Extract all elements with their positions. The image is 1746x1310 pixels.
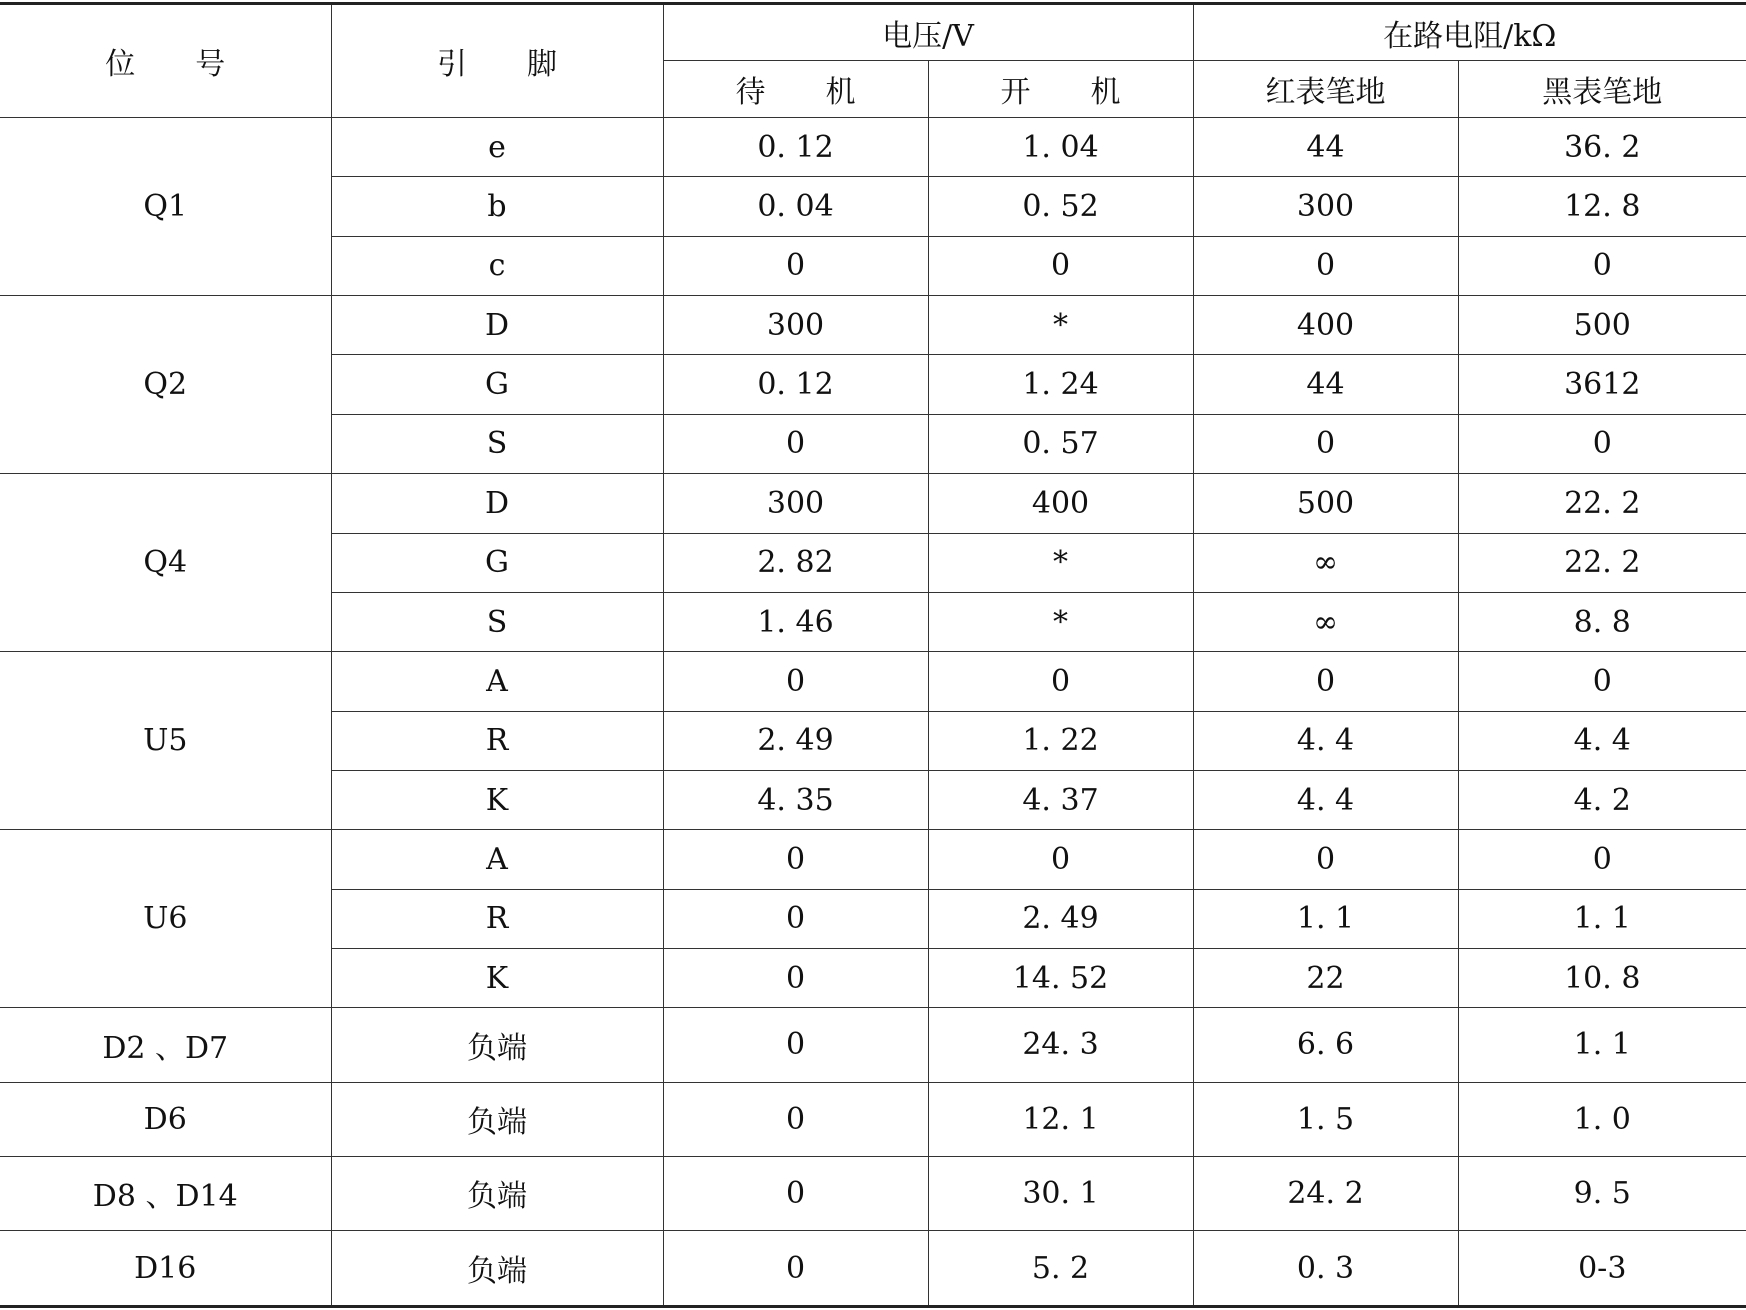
- on-cell: 0: [928, 830, 1193, 889]
- position-cell: U6: [0, 830, 331, 1008]
- standby-cell: 4. 35: [663, 770, 928, 829]
- red-cell: ∞: [1193, 592, 1458, 651]
- standby-cell: 0: [663, 1231, 928, 1307]
- pin-cell: A: [331, 652, 663, 711]
- pin-cell: 负端: [331, 1008, 663, 1082]
- position-cell: Q1: [0, 118, 331, 296]
- black-cell: 10. 8: [1458, 949, 1746, 1008]
- header-standby: 待 机: [663, 61, 928, 118]
- header-resistance: 在路电阻/kΩ: [1193, 4, 1746, 61]
- table-row: [0, 474, 1746, 533]
- standby-cell: 2. 49: [663, 711, 928, 770]
- black-cell: 1. 0: [1458, 1082, 1746, 1156]
- black-cell: 0: [1458, 652, 1746, 711]
- on-cell: 0. 52: [928, 177, 1193, 236]
- table-row: [0, 830, 1746, 889]
- standby-cell: 0: [663, 1082, 928, 1156]
- header-position: 位 号: [0, 4, 331, 118]
- standby-cell: 2. 82: [663, 533, 928, 592]
- red-cell: 44: [1193, 355, 1458, 414]
- on-cell: 400: [928, 474, 1193, 533]
- on-cell: 30. 1: [928, 1156, 1193, 1230]
- header-pin: 引 脚: [331, 4, 663, 118]
- measurement-table: [0, 2, 1746, 1308]
- position-cell: Q4: [0, 474, 331, 652]
- black-cell: 9. 5: [1458, 1156, 1746, 1230]
- header-red-probe-ground: 红表笔地: [1193, 61, 1458, 118]
- red-cell: 1. 1: [1193, 889, 1458, 948]
- standby-cell: 0: [663, 414, 928, 473]
- red-cell: 4. 4: [1193, 711, 1458, 770]
- red-cell: ∞: [1193, 533, 1458, 592]
- standby-cell: 0. 12: [663, 118, 928, 177]
- pin-cell: R: [331, 889, 663, 948]
- position-cell: U5: [0, 652, 331, 830]
- position-cell: D16: [0, 1231, 331, 1307]
- position-cell: D2 、D7: [0, 1008, 331, 1082]
- black-cell: 22. 2: [1458, 474, 1746, 533]
- black-cell: 0: [1458, 830, 1746, 889]
- red-cell: 24. 2: [1193, 1156, 1458, 1230]
- black-cell: 500: [1458, 296, 1746, 355]
- black-cell: 1. 1: [1458, 1008, 1746, 1082]
- on-cell: 0: [928, 652, 1193, 711]
- red-cell: 4. 4: [1193, 770, 1458, 829]
- pin-cell: K: [331, 770, 663, 829]
- pin-cell: 负端: [331, 1156, 663, 1230]
- red-cell: 0: [1193, 652, 1458, 711]
- pin-cell: e: [331, 118, 663, 177]
- black-cell: 36. 2: [1458, 118, 1746, 177]
- pin-cell: b: [331, 177, 663, 236]
- on-cell: *: [928, 592, 1193, 651]
- on-cell: 5. 2: [928, 1231, 1193, 1307]
- standby-cell: 0: [663, 652, 928, 711]
- on-cell: 0: [928, 236, 1193, 295]
- standby-cell: 0: [663, 1156, 928, 1230]
- black-cell: 8. 8: [1458, 592, 1746, 651]
- black-cell: 22. 2: [1458, 533, 1746, 592]
- on-cell: 4. 37: [928, 770, 1193, 829]
- black-cell: 1. 1: [1458, 889, 1746, 948]
- standby-cell: 300: [663, 474, 928, 533]
- table-row: [0, 296, 1746, 355]
- standby-cell: 0: [663, 949, 928, 1008]
- header-voltage: 电压/V: [663, 4, 1193, 61]
- on-cell: 1. 04: [928, 118, 1193, 177]
- pin-cell: S: [331, 414, 663, 473]
- on-cell: *: [928, 533, 1193, 592]
- pin-cell: G: [331, 355, 663, 414]
- standby-cell: 1. 46: [663, 592, 928, 651]
- pin-cell: 负端: [331, 1231, 663, 1307]
- pin-cell: K: [331, 949, 663, 1008]
- pin-cell: A: [331, 830, 663, 889]
- standby-cell: 0: [663, 830, 928, 889]
- standby-cell: 300: [663, 296, 928, 355]
- red-cell: 0: [1193, 236, 1458, 295]
- position-cell: D8 、D14: [0, 1156, 331, 1230]
- on-cell: 12. 1: [928, 1082, 1193, 1156]
- header-on: 开 机: [928, 61, 1193, 118]
- table-row: [0, 1231, 1746, 1307]
- black-cell: 12. 8: [1458, 177, 1746, 236]
- position-cell: Q2: [0, 296, 331, 474]
- on-cell: 0. 57: [928, 414, 1193, 473]
- on-cell: *: [928, 296, 1193, 355]
- red-cell: 22: [1193, 949, 1458, 1008]
- pin-cell: c: [331, 236, 663, 295]
- black-cell: 0: [1458, 414, 1746, 473]
- header-black-probe-ground: 黑表笔地: [1458, 61, 1746, 118]
- table-row: [0, 1156, 1746, 1230]
- pin-cell: G: [331, 533, 663, 592]
- pin-cell: S: [331, 592, 663, 651]
- on-cell: 2. 49: [928, 889, 1193, 948]
- table-row: [0, 1008, 1746, 1082]
- on-cell: 24. 3: [928, 1008, 1193, 1082]
- red-cell: 0: [1193, 830, 1458, 889]
- red-cell: 1. 5: [1193, 1082, 1458, 1156]
- black-cell: 3612: [1458, 355, 1746, 414]
- red-cell: 500: [1193, 474, 1458, 533]
- pin-cell: D: [331, 474, 663, 533]
- pin-cell: D: [331, 296, 663, 355]
- red-cell: 0. 3: [1193, 1231, 1458, 1307]
- table-row: [0, 118, 1746, 177]
- standby-cell: 0. 04: [663, 177, 928, 236]
- standby-cell: 0: [663, 236, 928, 295]
- position-cell: D6: [0, 1082, 331, 1156]
- pin-cell: R: [331, 711, 663, 770]
- black-cell: 0: [1458, 236, 1746, 295]
- standby-cell: 0: [663, 889, 928, 948]
- red-cell: 400: [1193, 296, 1458, 355]
- red-cell: 44: [1193, 118, 1458, 177]
- standby-cell: 0. 12: [663, 355, 928, 414]
- on-cell: 1. 24: [928, 355, 1193, 414]
- table-row: [0, 1082, 1746, 1156]
- on-cell: 1. 22: [928, 711, 1193, 770]
- black-cell: 4. 4: [1458, 711, 1746, 770]
- red-cell: 300: [1193, 177, 1458, 236]
- on-cell: 14. 52: [928, 949, 1193, 1008]
- table-row: [0, 652, 1746, 711]
- standby-cell: 0: [663, 1008, 928, 1082]
- pin-cell: 负端: [331, 1082, 663, 1156]
- red-cell: 0: [1193, 414, 1458, 473]
- black-cell: 0-3: [1458, 1231, 1746, 1307]
- black-cell: 4. 2: [1458, 770, 1746, 829]
- red-cell: 6. 6: [1193, 1008, 1458, 1082]
- table-body: [0, 118, 1746, 1307]
